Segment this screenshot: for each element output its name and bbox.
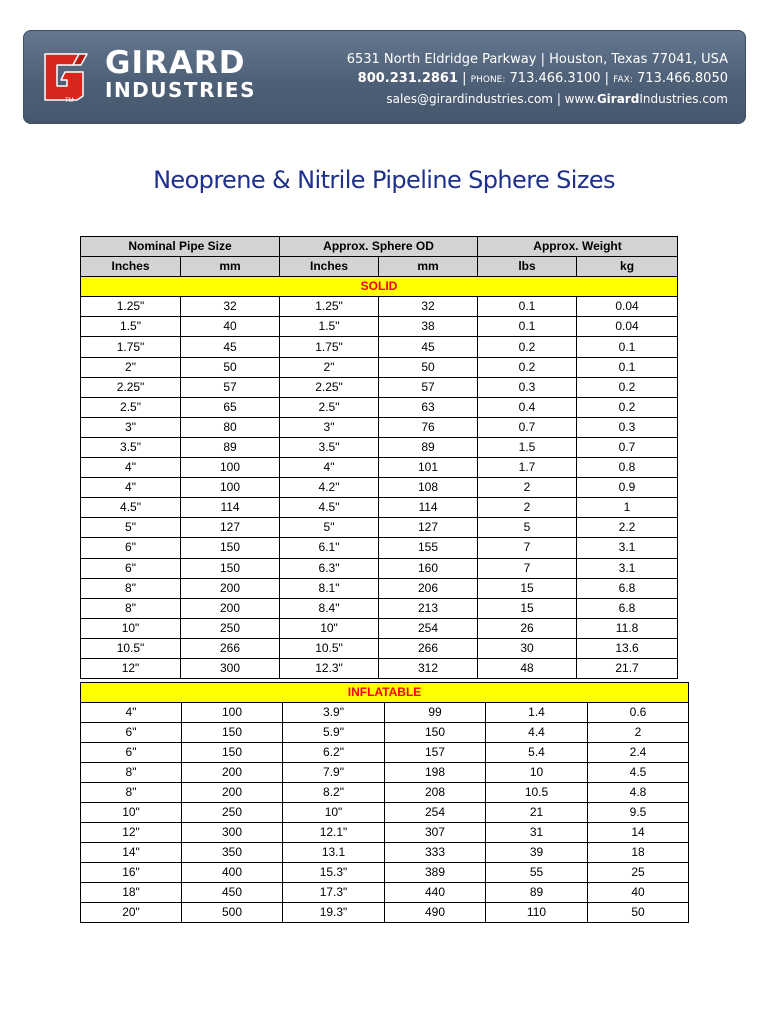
table-cell: 0.04	[577, 297, 678, 317]
table-cell: 490	[385, 903, 486, 923]
table-cell: 8"	[81, 598, 181, 618]
table-row	[81, 618, 678, 638]
group-header-sphere-od: Approx. Sphere OD	[280, 237, 478, 257]
table-cell: 389	[385, 863, 486, 883]
table-row	[81, 498, 678, 518]
table-cell: 4"	[81, 458, 181, 478]
table-cell: 0.3	[577, 417, 678, 437]
table-cell: 2"	[81, 357, 181, 377]
table-cell: 100	[181, 458, 280, 478]
table-cell: 1.75"	[280, 337, 379, 357]
table-cell: 4.8	[588, 783, 689, 803]
table-cell: 150	[385, 723, 486, 743]
table-cell: 14"	[81, 843, 182, 863]
section-row-inflatable	[81, 683, 689, 703]
table-cell: 198	[385, 763, 486, 783]
table-row	[81, 638, 678, 658]
table-cell: 10.5"	[280, 638, 379, 658]
page-title: Neoprene & Nitrile Pipeline Sphere Sizes	[153, 166, 615, 194]
table-cell: 0.7	[577, 437, 678, 457]
brand-line-1: GIRARD	[105, 45, 246, 81]
table-cell: 350	[182, 843, 283, 863]
fax-separator: |	[600, 71, 614, 86]
group-header-row	[81, 237, 678, 257]
table-cell: 8"	[81, 783, 182, 803]
table-cell: 100	[182, 703, 283, 723]
table-row	[81, 377, 678, 397]
table-cell: 21	[486, 803, 588, 823]
table-cell: 127	[181, 518, 280, 538]
table-cell: 155	[379, 538, 478, 558]
table-row	[81, 743, 689, 763]
table-cell: 0.2	[577, 377, 678, 397]
sub-header-cell: mm	[181, 257, 280, 277]
table-cell: 0.1	[577, 337, 678, 357]
table-row	[81, 518, 678, 538]
table-cell: 2	[478, 498, 577, 518]
table-cell: 18	[588, 843, 689, 863]
table-cell: 6"	[81, 723, 182, 743]
fax-label: FAX:	[613, 75, 633, 85]
table-row	[81, 763, 689, 783]
group-header-nominal: Nominal Pipe Size	[81, 237, 280, 257]
table-cell: 6.8	[577, 578, 678, 598]
table-cell: 1.5"	[81, 317, 181, 337]
table-cell: 12.1"	[283, 823, 385, 843]
table-cell: 76	[379, 417, 478, 437]
table-cell: 50	[588, 903, 689, 923]
table-row	[81, 598, 678, 618]
table-cell: 5"	[280, 518, 379, 538]
table-row	[81, 538, 678, 558]
table-cell: 3.1	[577, 538, 678, 558]
table-cell: 16"	[81, 863, 182, 883]
table-cell: 6.2"	[283, 743, 385, 763]
section-row-solid	[81, 277, 678, 297]
table-cell: 39	[486, 843, 588, 863]
web-tail[interactable]: Industries.com	[639, 92, 728, 106]
table-row	[81, 357, 678, 377]
table-row	[81, 317, 678, 337]
table-cell: 17.3"	[283, 883, 385, 903]
table-cell: 0.4	[478, 397, 577, 417]
table-cell: 89	[486, 883, 588, 903]
table-row	[81, 803, 689, 823]
table-cell: 10"	[283, 803, 385, 823]
table-cell: 32	[181, 297, 280, 317]
table-cell: 15	[478, 598, 577, 618]
table-row	[81, 478, 678, 498]
table-cell: 6.3"	[280, 558, 379, 578]
table-cell: 100	[181, 478, 280, 498]
table-cell: 157	[385, 743, 486, 763]
table-cell: 15	[478, 578, 577, 598]
table-cell: 63	[379, 397, 478, 417]
table-cell: 0.1	[478, 317, 577, 337]
table-cell: 200	[182, 783, 283, 803]
table-cell: 114	[379, 498, 478, 518]
table-cell: 45	[379, 337, 478, 357]
table-row	[81, 863, 689, 883]
table-cell: 50	[181, 357, 280, 377]
table-cell: 0.04	[577, 317, 678, 337]
table-cell: 1.7	[478, 458, 577, 478]
table-cell: 160	[379, 558, 478, 578]
table-cell: 50	[379, 357, 478, 377]
table-cell: 21.7	[577, 658, 678, 678]
table-cell: 0.6	[588, 703, 689, 723]
table-cell: 32	[379, 297, 478, 317]
toll-free-number: 800.231.2861	[357, 71, 459, 86]
table-cell: 8.4"	[280, 598, 379, 618]
sub-header-cell: Inches	[280, 257, 379, 277]
table-cell: 0.2	[577, 397, 678, 417]
address-line: 6531 North Eldridge Parkway | Houston, Texas 77041, USA	[346, 52, 728, 67]
table-cell: 400	[182, 863, 283, 883]
letterhead-banner	[23, 30, 746, 124]
table-cell: 254	[385, 803, 486, 823]
fax-number: 713.466.8050	[632, 71, 728, 86]
table-cell: 3.9"	[283, 703, 385, 723]
table-row	[81, 823, 689, 843]
table-cell: 7.9"	[283, 763, 385, 783]
table-cell: 1.5"	[280, 317, 379, 337]
email-link[interactable]: sales@girardindustries.com	[386, 92, 553, 106]
sub-header-cell: Inches	[81, 257, 181, 277]
table-cell: 5.9"	[283, 723, 385, 743]
table-cell: 6.8	[577, 598, 678, 618]
contact-block	[347, 50, 728, 109]
table-cell: 89	[379, 437, 478, 457]
section-label-inflatable: INFLATABLE	[81, 683, 689, 703]
table-cell: 266	[379, 638, 478, 658]
table-cell: 1.25"	[81, 297, 181, 317]
table-row	[81, 397, 678, 417]
table-cell: 200	[181, 578, 280, 598]
table-cell: 48	[478, 658, 577, 678]
table-cell: 206	[379, 578, 478, 598]
table-cell: 31	[486, 823, 588, 843]
table-cell: 15.3"	[283, 863, 385, 883]
girard-logo-icon	[39, 50, 91, 102]
phone-number: 713.466.3100	[505, 71, 601, 86]
table-cell: 18"	[81, 883, 182, 903]
table-cell: 20"	[81, 903, 182, 923]
table-cell: 10"	[280, 618, 379, 638]
table-cell: 4"	[81, 478, 181, 498]
table-cell: 200	[181, 598, 280, 618]
table-cell: 30	[478, 638, 577, 658]
group-header-weight: Approx. Weight	[478, 237, 678, 257]
sub-header-cell: kg	[577, 257, 678, 277]
table-cell: 89	[181, 437, 280, 457]
table-cell: 4.5"	[81, 498, 181, 518]
table-cell: 5"	[81, 518, 181, 538]
table-cell: 450	[182, 883, 283, 903]
table-cell: 8"	[81, 763, 182, 783]
table-cell: 8"	[81, 578, 181, 598]
table-row	[81, 843, 689, 863]
table-row	[81, 458, 678, 478]
table-cell: 12.3"	[280, 658, 379, 678]
table-cell: 2.4	[588, 743, 689, 763]
table-row	[81, 558, 678, 578]
table-cell: 10.5	[486, 783, 588, 803]
table-cell: 13.1	[283, 843, 385, 863]
table-cell: 3"	[81, 417, 181, 437]
solid-sphere-table	[80, 236, 678, 679]
table-row	[81, 903, 689, 923]
table-cell: 4.4	[486, 723, 588, 743]
table-cell: 440	[385, 883, 486, 903]
sub-header-cell: mm	[379, 257, 478, 277]
table-cell: 0.1	[478, 297, 577, 317]
sub-header-row	[81, 257, 678, 277]
phone-label: PHONE:	[470, 75, 506, 85]
table-cell: 150	[182, 723, 283, 743]
table-cell: 1	[577, 498, 678, 518]
table-cell: 12"	[81, 823, 182, 843]
table-cell: 307	[385, 823, 486, 843]
phone-separator: |	[458, 71, 471, 86]
table-cell: 19.3"	[283, 903, 385, 923]
table-cell: 110	[486, 903, 588, 923]
table-cell: 127	[379, 518, 478, 538]
table-cell: 0.7	[478, 417, 577, 437]
table-cell: 1.75"	[81, 337, 181, 357]
table-cell: 150	[181, 538, 280, 558]
table-cell: 312	[379, 658, 478, 678]
table-row	[81, 723, 689, 743]
table-row	[81, 417, 678, 437]
table-row	[81, 783, 689, 803]
table-row	[81, 883, 689, 903]
inflatable-sphere-table	[80, 682, 689, 923]
table-cell: 0.9	[577, 478, 678, 498]
table-cell: 2.25"	[81, 377, 181, 397]
table-cell: 65	[181, 397, 280, 417]
table-cell: 3.5"	[81, 437, 181, 457]
table-cell: 3.1	[577, 558, 678, 578]
table-cell: 250	[181, 618, 280, 638]
table-cell: 5.4	[486, 743, 588, 763]
table-cell: 8.1"	[280, 578, 379, 598]
table-cell: 101	[379, 458, 478, 478]
table-cell: 40	[181, 317, 280, 337]
table-cell: 2.2	[577, 518, 678, 538]
table-cell: 6"	[81, 558, 181, 578]
table-cell: 108	[379, 478, 478, 498]
table-cell: 1.25"	[280, 297, 379, 317]
table-cell: 0.8	[577, 458, 678, 478]
table-cell: 4.5	[588, 763, 689, 783]
phone-line	[347, 69, 728, 90]
table-row	[81, 297, 678, 317]
table-cell: 5	[478, 518, 577, 538]
web-line	[347, 90, 728, 109]
table-cell: 40	[588, 883, 689, 903]
sub-header-cell: lbs	[478, 257, 577, 277]
table-row	[81, 703, 689, 723]
table-cell: 0.3	[478, 377, 577, 397]
table-cell: 150	[182, 743, 283, 763]
table-cell: 2.5"	[280, 397, 379, 417]
table-cell: 57	[379, 377, 478, 397]
table-cell: 2.25"	[280, 377, 379, 397]
table-cell: 11.8	[577, 618, 678, 638]
table-row	[81, 658, 678, 678]
table-cell: 4"	[280, 458, 379, 478]
table-cell: 7	[478, 538, 577, 558]
table-cell: 38	[379, 317, 478, 337]
table-cell: 25	[588, 863, 689, 883]
table-cell: 0.2	[478, 357, 577, 377]
table-cell: 254	[379, 618, 478, 638]
table-cell: 8.2"	[283, 783, 385, 803]
table-cell: 300	[182, 823, 283, 843]
table-cell: 1.5	[478, 437, 577, 457]
table-cell: 2	[588, 723, 689, 743]
table-cell: 0.1	[577, 357, 678, 377]
table-cell: 45	[181, 337, 280, 357]
trademark-mark: TM	[65, 98, 74, 104]
table-cell: 4"	[81, 703, 182, 723]
section-label-solid: SOLID	[81, 277, 678, 297]
table-row	[81, 578, 678, 598]
table-cell: 12"	[81, 658, 181, 678]
brand-line-2: INDUSTRIES	[105, 78, 256, 102]
table-cell: 26	[478, 618, 577, 638]
table-cell: 9.5	[588, 803, 689, 823]
table-cell: 150	[181, 558, 280, 578]
table-cell: 2	[478, 478, 577, 498]
table-cell: 333	[385, 843, 486, 863]
table-cell: 114	[181, 498, 280, 518]
table-cell: 6"	[81, 538, 181, 558]
table-cell: 3"	[280, 417, 379, 437]
table-cell: 6.1"	[280, 538, 379, 558]
web-bold[interactable]: Girard	[596, 92, 640, 106]
table-cell: 80	[181, 417, 280, 437]
table-cell: 500	[182, 903, 283, 923]
table-cell: 55	[486, 863, 588, 883]
table-cell: 208	[385, 783, 486, 803]
table-cell: 4.5"	[280, 498, 379, 518]
table-row	[81, 437, 678, 457]
table-cell: 10	[486, 763, 588, 783]
brand-name	[105, 45, 256, 102]
table-cell: 57	[181, 377, 280, 397]
table-cell: 2"	[280, 357, 379, 377]
table-cell: 0.2	[478, 337, 577, 357]
table-cell: 14	[588, 823, 689, 843]
table-cell: 2.5"	[81, 397, 181, 417]
table-cell: 300	[181, 658, 280, 678]
table-cell: 10"	[81, 618, 181, 638]
table-cell: 3.5"	[280, 437, 379, 457]
web-prefix: | www.	[553, 92, 597, 106]
table-cell: 1.4	[486, 703, 588, 723]
table-row	[81, 337, 678, 357]
table-cell: 6"	[81, 743, 182, 763]
table-cell: 7	[478, 558, 577, 578]
table-cell: 10"	[81, 803, 182, 823]
table-cell: 13.6	[577, 638, 678, 658]
table-cell: 4.2"	[280, 478, 379, 498]
table-cell: 200	[182, 763, 283, 783]
table-cell: 213	[379, 598, 478, 618]
table-cell: 266	[181, 638, 280, 658]
table-cell: 10.5"	[81, 638, 181, 658]
table-cell: 99	[385, 703, 486, 723]
table-cell: 250	[182, 803, 283, 823]
